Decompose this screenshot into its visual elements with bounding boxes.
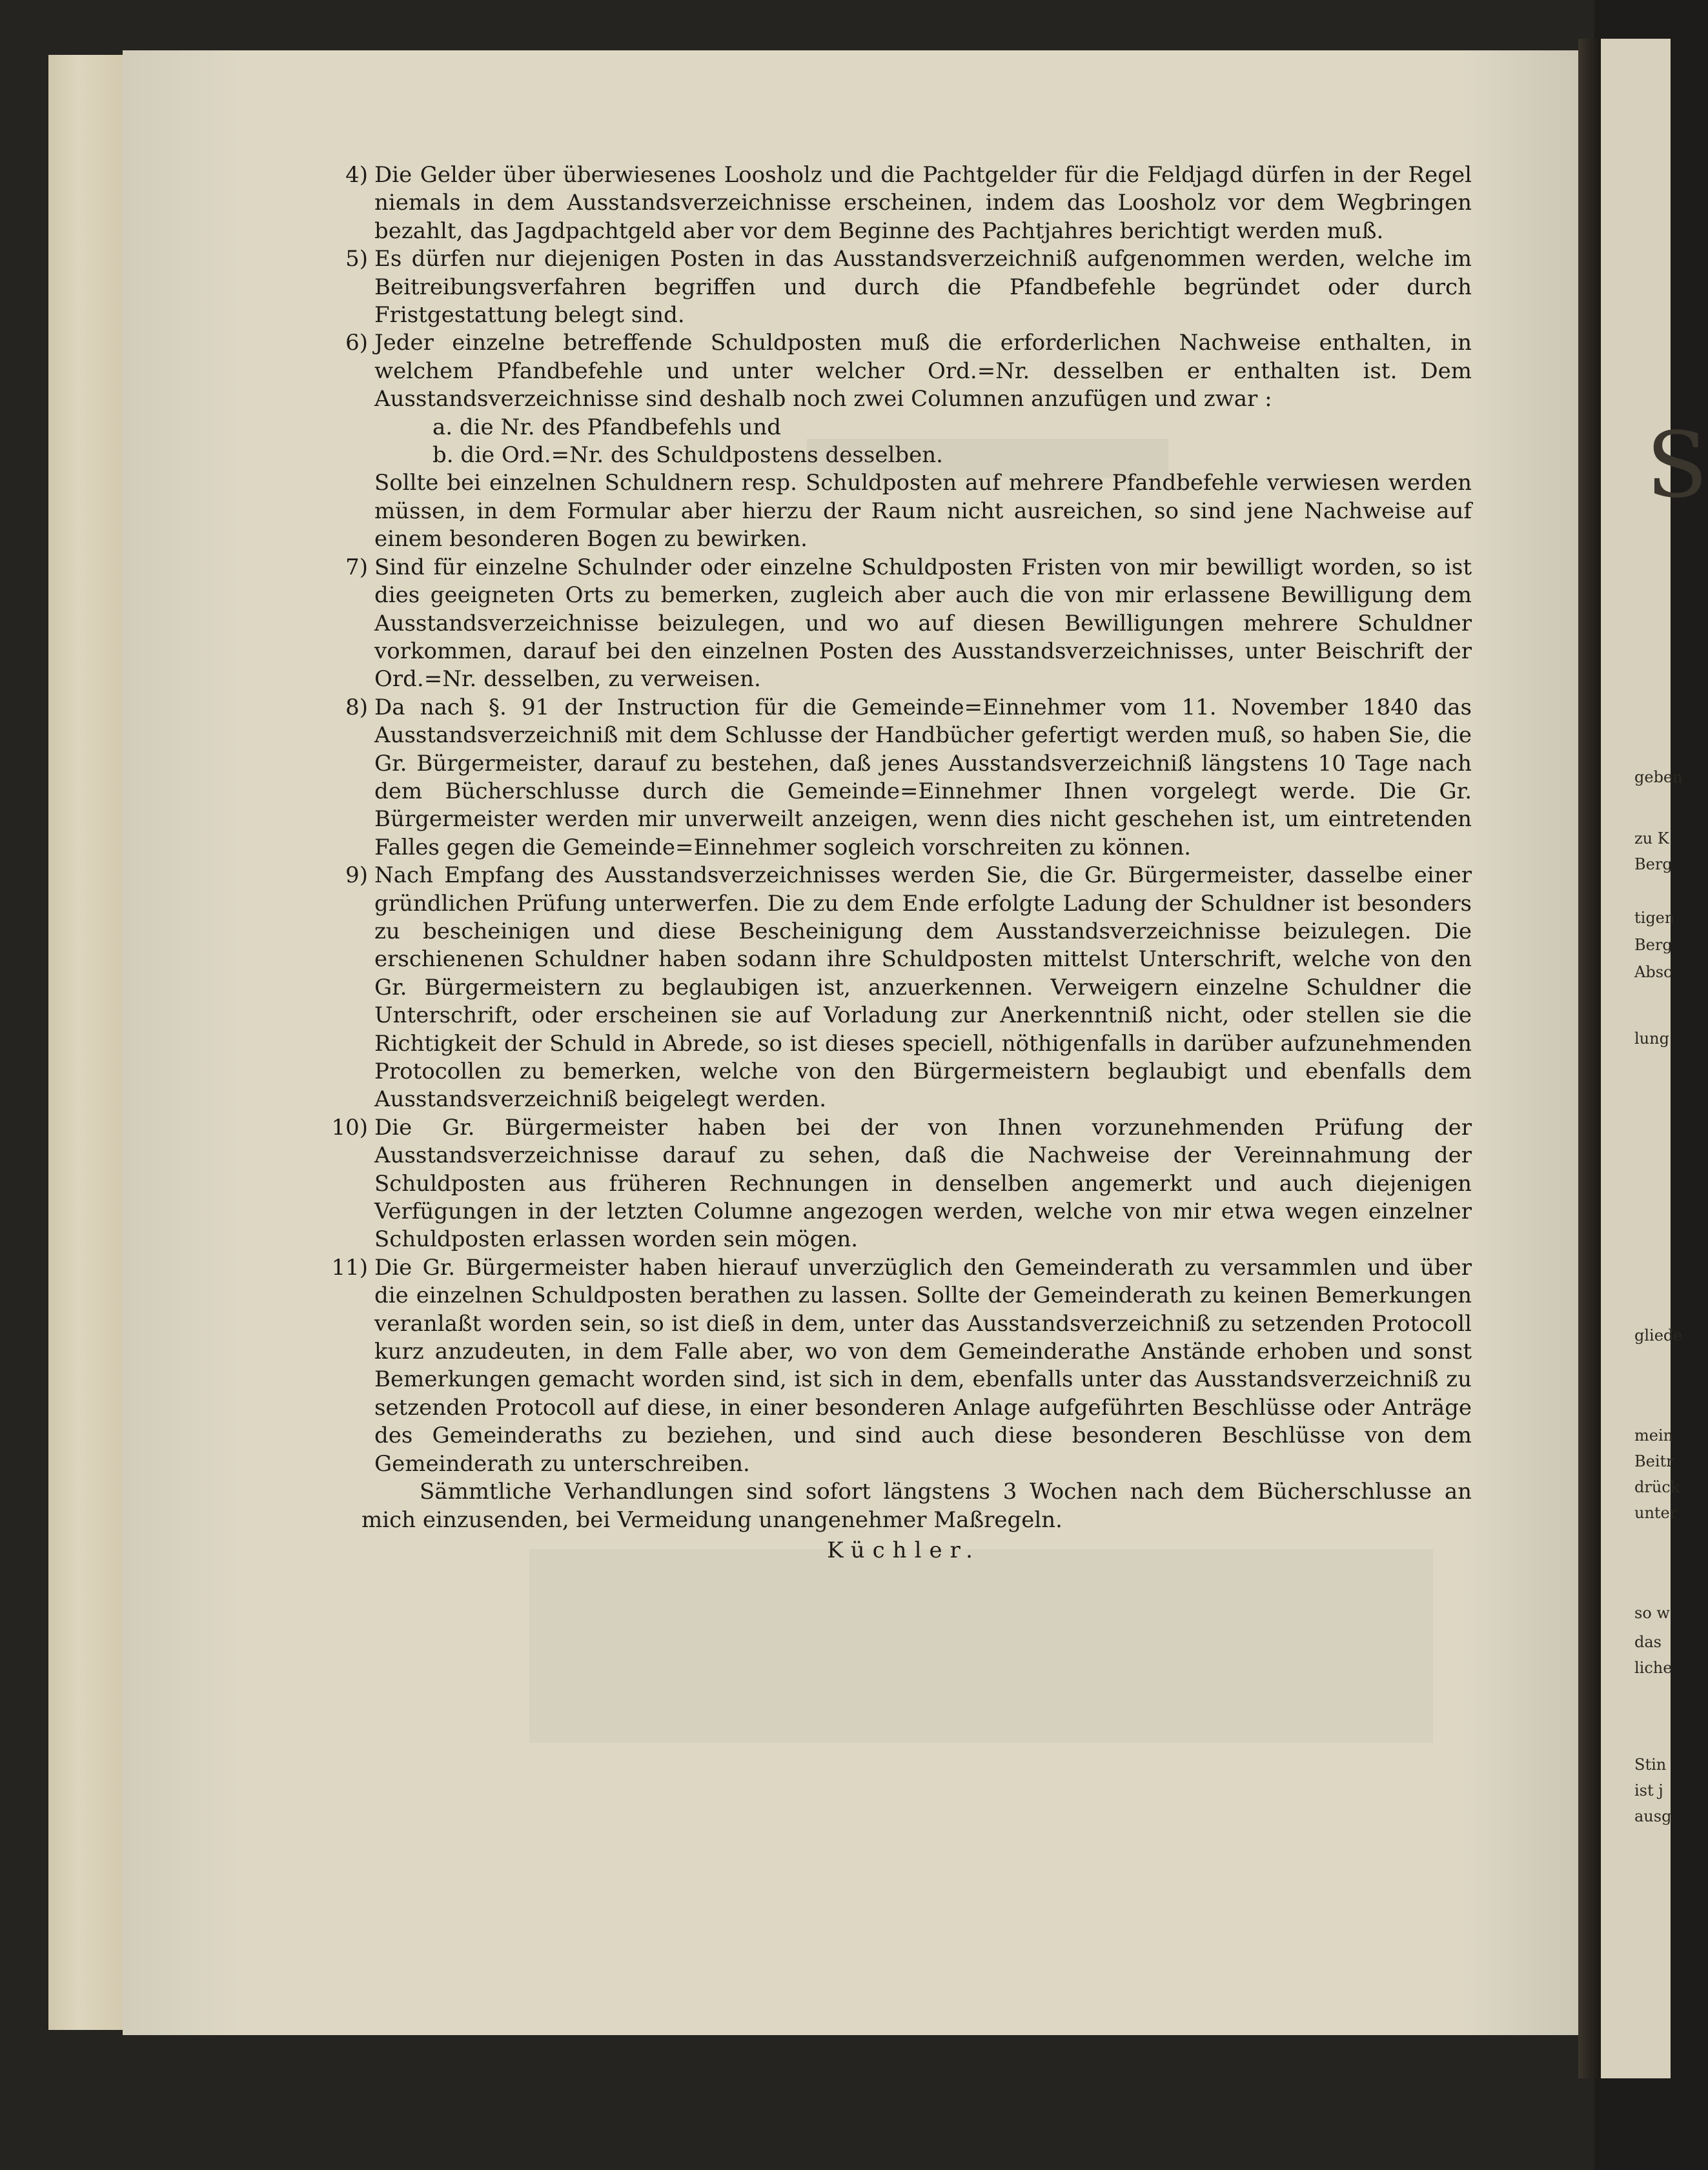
item-number: 9) [345, 862, 368, 889]
facing-page-fragment: lung [1634, 1029, 1669, 1048]
instruction-item-9 [336, 862, 1472, 1114]
show-through-shadow [529, 1549, 1433, 1743]
item-number: 7) [345, 554, 368, 580]
item-text: Es dürfen nur diejenigen Posten in das Ausstandsverzeichniß aufgenommen werden, welche im Beitreibungsverfahren begriffen und durch die Pfandbefehle begründet oder durch Fristgestattung belegt sind. [374, 246, 1472, 329]
item-6-subline-a: a. die Nr. des Pfandbefehls und [432, 414, 782, 440]
item-text: Die Gelder über überwiesenes Loosholz und die Pachtgelder für die Feldjagd dürfen in der Regel niemals in dem Ausstandsverzeichnisse erscheinen, indem das Loosholz vor dem Wegbringen bezahlt, das Jagdpachtgeld aber vor dem Beginne des Pachtjahres berichtigt werden muß. [374, 162, 1472, 244]
facing-page-fragment: zu K [1634, 829, 1669, 847]
instruction-item-8 [336, 694, 1472, 862]
instruction-item-7 [336, 554, 1472, 694]
closing-text: Sämmtliche Verhandlungen sind sofort längstens 3 Wochen nach dem Bücherschlusse an mich einzusenden, bei Vermeidung unangenehmer Maßregeln. [361, 1479, 1472, 1533]
item-text: Die Gr. Bürgermeister haben bei der von Ihnen vorzunehmenden Prüfung der Ausstandsverzeichnisse darauf zu sehen, daß die Nachweise der Vereinnahmung der Schuldposten aus früheren Rechnungen in denselben angemerkt und auch diejenigen Verfügungen in der letzten Columne angezogen werden, welche von mir etwa wegen einzelner Schuldposten erlassen worden sein mögen. [374, 1114, 1472, 1253]
closing-paragraph [336, 1478, 1472, 1534]
facing-page-fragment: Berg [1634, 855, 1672, 873]
item-text: Nach Empfang des Ausstandsverzeichnisses werden Sie, die Gr. Bürgermeister, dasselbe einer gründlichen Prüfung unterwerfen. Die zu dem Ende erfolgte Ladung der Schuldner ist besonders zu bescheinigen und diese Bescheinigung dem Ausstandsverzeichnisse beizulegen. Die erschienenen Schuldner haben sodann ihre Schuldposten mittelst Unterschrift, welche von den Gr. Bürgermeistern zu beglaubigen ist, anzuerkennen. Verweigern einzelne Schuldner die Unterschrift, oder erscheinen sie auf Vorladung zur Anerkenntniß nicht, oder stellen sie die Richtigkeit der Schuld in Abrede, so ist dieses speciell, nöthigenfalls in darüber aufzunehmenden Protocollen zu bemerken, welche von den Bürgermeistern beglaubigt und ebenfalls dem Ausstandsverzeichniß beigelegt werden. [374, 862, 1472, 1113]
facing-page-edge [1601, 39, 1708, 2078]
book-gutter [1578, 39, 1601, 2078]
instruction-item-10 [331, 1114, 1472, 1254]
item-text: Sind für einzelne Schulnder oder einzelne Schuldposten Fristen von mir bewilligt worden, so ist dies geeigneten Orts zu bemerken, zugleich aber auch die von mir erlassene Bewilligung dem Ausstandsverzeichnisse beizulegen, und wo auf diesen Bewilligungen mehrere Schuldner vorkommen, darauf bei den einzelnen Posten des Ausstandsverzeichnisses, unter Beischrift der Ord.=Nr. desselben, zu verweisen. [374, 554, 1472, 693]
item-number: 6) [345, 330, 368, 356]
signature: Küchler. [827, 1537, 981, 1563]
binding-strip [48, 55, 123, 2030]
facing-page-fragment: Berg [1634, 936, 1672, 954]
facing-page-fragment: Stin [1634, 1756, 1667, 1774]
item-6-continuation: Sollte bei einzelnen Schuldnern resp. Schuldposten auf mehrere Pfandbefehle verwiesen werden müssen, in dem Formular aber hierzu der Raum nicht ausreichen, so sind jene Nachweise auf einem besonderen Bogen zu bewirken. [374, 470, 1472, 553]
item-number: 8) [345, 694, 368, 720]
item-6-subline-b: b. die Ord.=Nr. des Schuldpostens desselben. [432, 442, 943, 469]
item-number: 10) [331, 1114, 368, 1141]
facing-page-fragment: gliede [1634, 1326, 1683, 1344]
item-text: Jeder einzelne betreffende Schuldposten muß die erforderlichen Nachweise enthalten, in welchem Pfandbefehle und unter welcher Ord.=Nr. desselben er enthalten ist. Dem Ausstandsverzeichnisse sind deshalb noch zwei Columnen anzufügen und zwar : [374, 330, 1472, 412]
facing-page-fragment: geben [1634, 768, 1683, 786]
instruction-item-4 [336, 161, 1472, 245]
instruction-item-11 [331, 1254, 1472, 1478]
instruction-item-5 [336, 245, 1472, 329]
facing-page-initial: S [1646, 413, 1708, 518]
facing-page-fragment: liche [1634, 1659, 1672, 1677]
facing-page-fragment: ist j [1634, 1781, 1663, 1800]
facing-page-fragment: Beitr [1634, 1452, 1674, 1470]
facing-page-fragment: tigen [1634, 909, 1675, 927]
facing-page-fragment: unter [1634, 1504, 1678, 1522]
facing-page-fragment: ausg [1634, 1807, 1672, 1825]
document-body [331, 161, 1472, 1565]
instruction-item-6 [336, 329, 1472, 553]
item-text: Da nach §. 91 der Instruction für die Gemeinde=Einnehmer vom 11. November 1840 das Ausstandsverzeichniß mit dem Schlusse der Handbücher gefertigt werden muß, so haben Sie, die Gr. Bürgermeister, darauf zu bestehen, daß jenes Ausstandsverzeichniß längstens 10 Tage nach dem Bücherschlusse durch die Gemeinde=Einnehmer Ihnen vorgelegt werde. Die Gr. Bürgermeister werden mir unverweilt anzeigen, wenn dies nicht geschehen ist, um eintretenden Falles gegen die Gemeinde=Einnehmer sogleich vorschreiten zu können. [374, 694, 1472, 860]
item-number: 11) [331, 1254, 368, 1281]
facing-page-fragment: mein [1634, 1426, 1674, 1445]
item-text: Die Gr. Bürgermeister haben hierauf unverzüglich den Gemeinderath zu versammlen und über die einzelnen Schuldposten berathen zu lassen. Sollte der Gemeinderath zu keinen Bemerkungen veranlaßt worden sein, so ist dieß in dem, unter das Ausstandsverzeichniß zu setzenden Protocoll kurz anzudeuten, in dem Falle aber, wo von dem Gemeinderathe Anstände erhoben und sonst Bemerkungen gemacht worden sind, ist sich in dem, ebenfalls unter das Ausstandsverzeichniß zu setzenden Protocoll auf diese, in einer besonderen Anlage aufgeführten Beschlüsse oder Anträge des Gemeinderaths zu beziehen, und sind auch diese besonderen Beschlüsse von dem Gemeinderath zu unterschreiben. [374, 1254, 1472, 1477]
facing-page-fragment: Absc [1634, 963, 1672, 981]
facing-page-fragment: drück [1634, 1478, 1680, 1496]
item-number: 4) [345, 162, 368, 188]
item-number: 5) [345, 246, 368, 272]
facing-page-fragment: so w [1634, 1604, 1670, 1622]
facing-page-fragment: das [1634, 1633, 1662, 1651]
